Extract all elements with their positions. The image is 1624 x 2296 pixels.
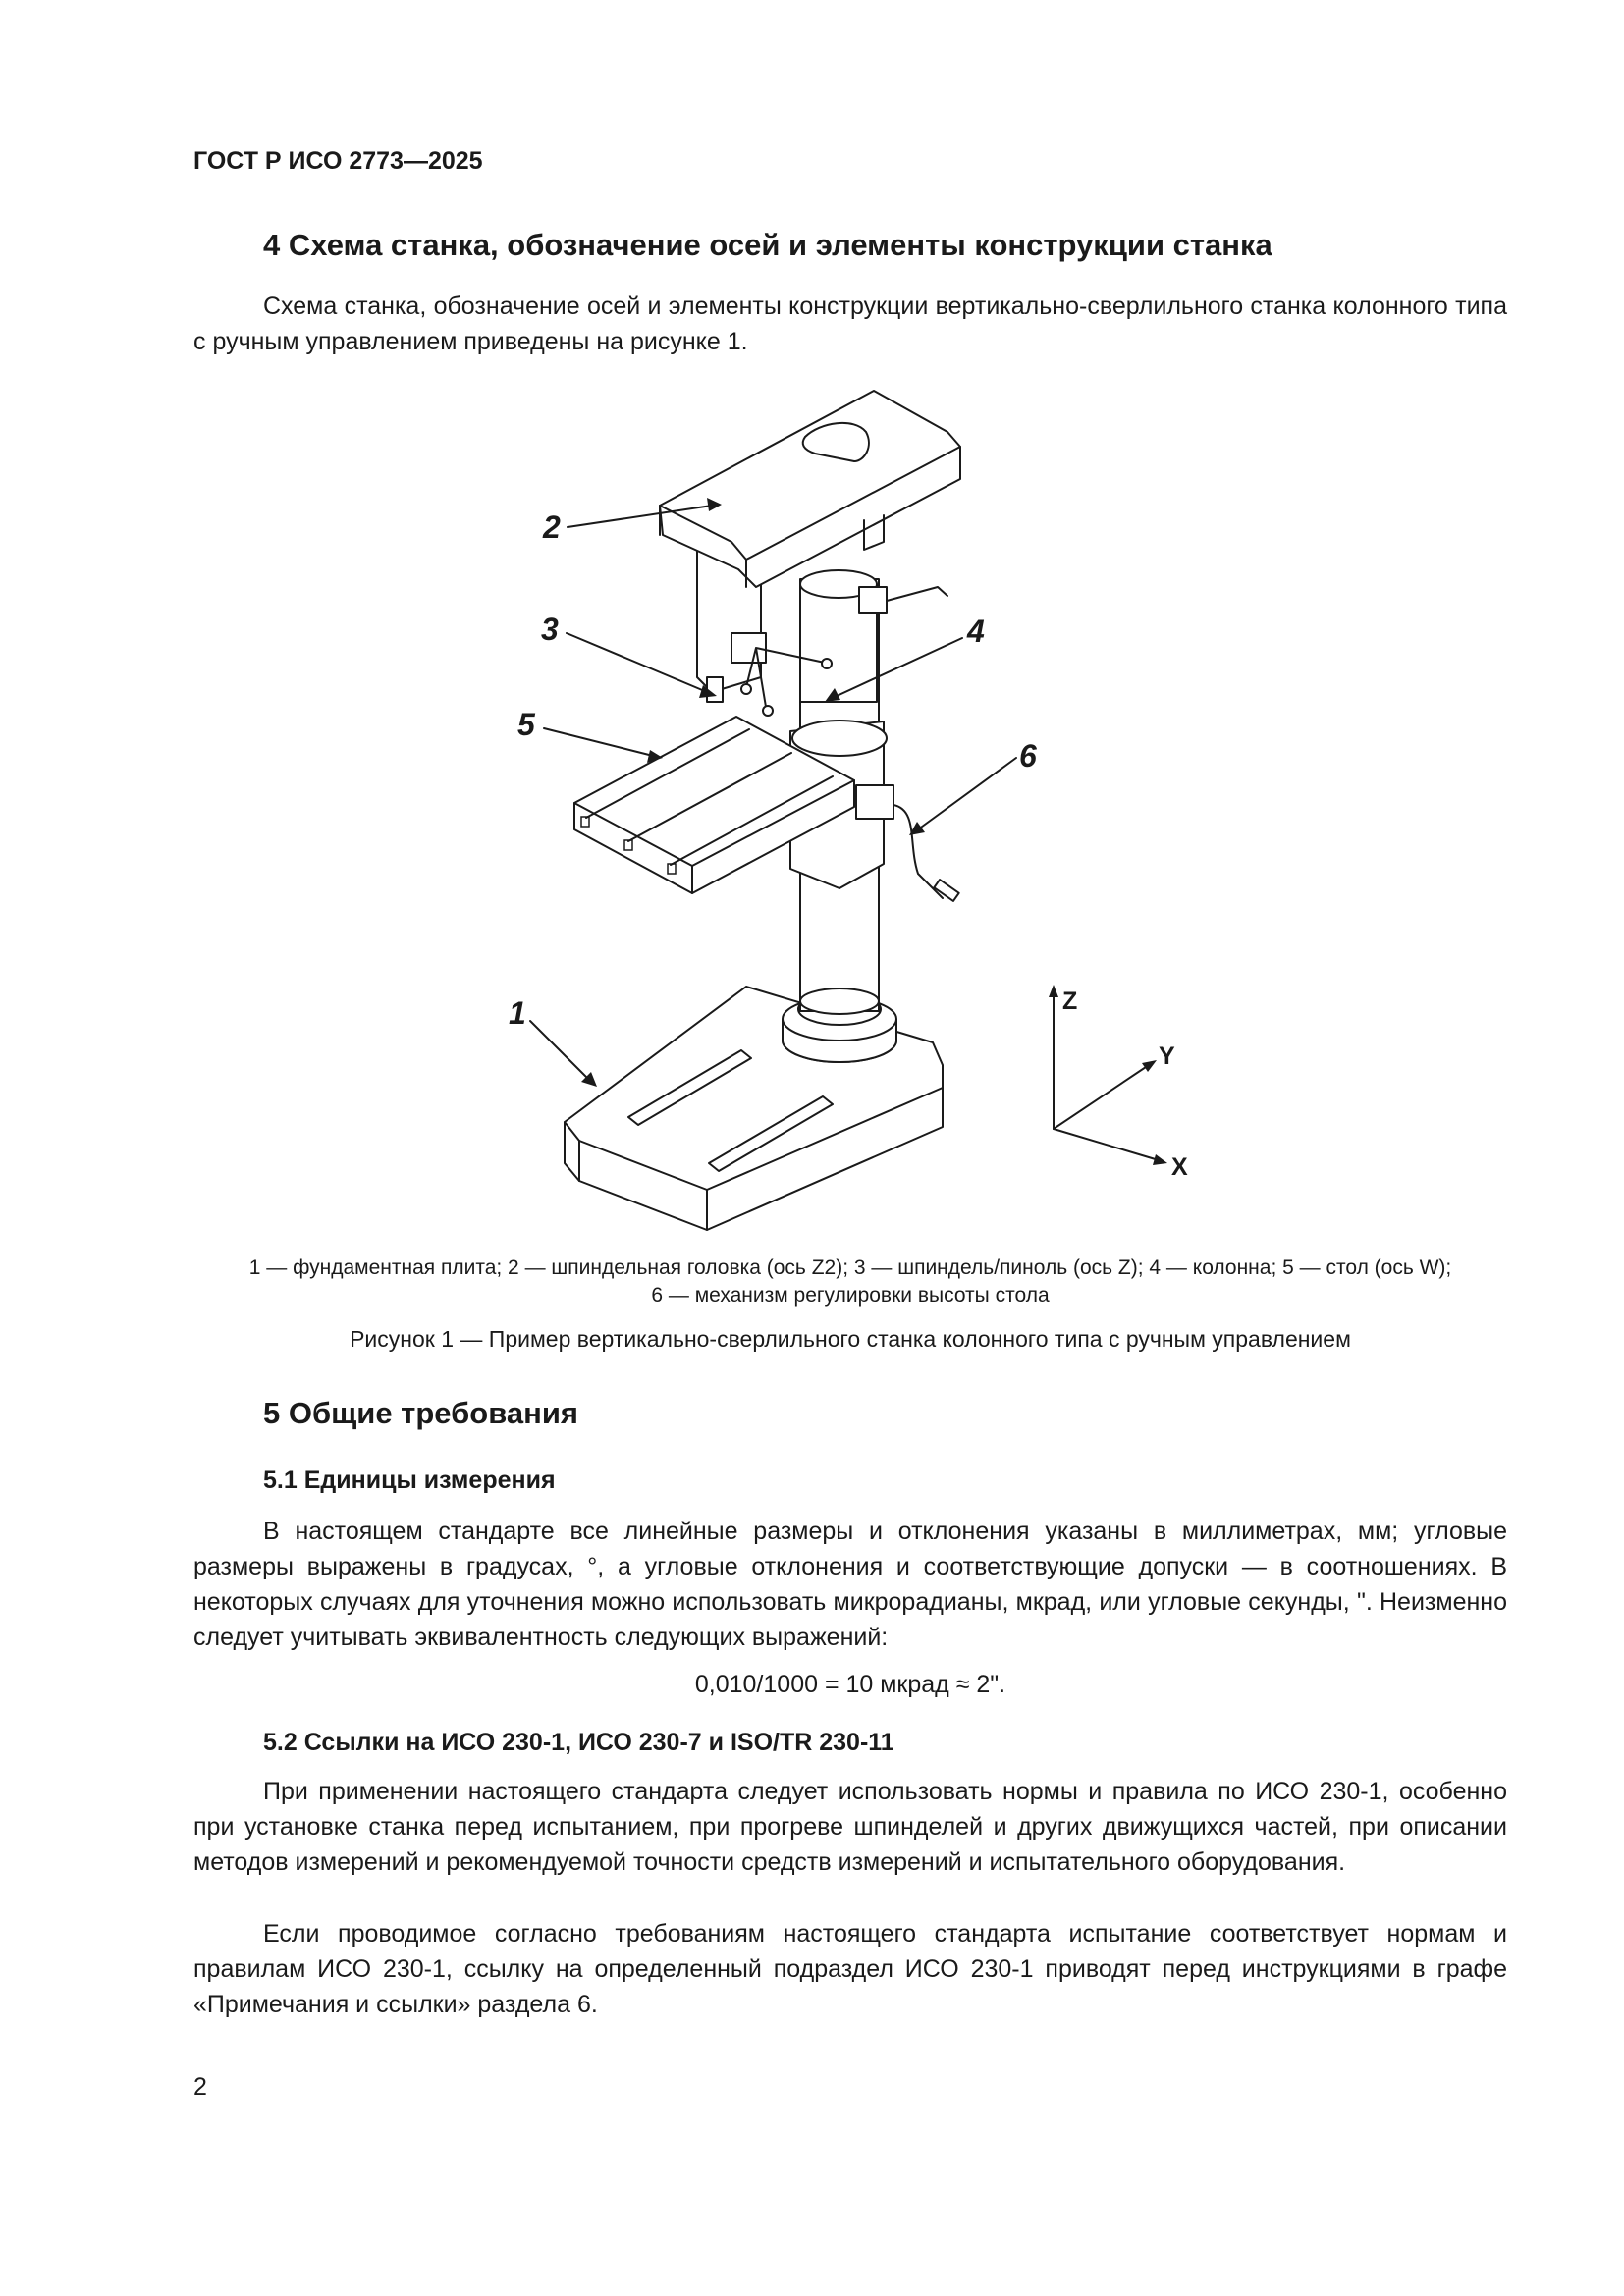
callout-6: 6 [1019,738,1037,774]
figure-legend-line-2: 6 — механизм регулировки высоты стола [651,1284,1050,1307]
figure-legend-line-1: 1 — фундаментная плита; 2 — шпиндельная головка (ось Z2); 3 — шпиндель/пиноль (ось Z); 4 — колонна; 5 — стол (ось W); [248,1256,1452,1279]
subsection-5-2-paragraph-1: При применении настоящего стандарта следует использовать нормы и правила по ИСО 230-1, особенно при установке станка перед испытанием, при прогреве шпинделей и других движущихся частей, при описании методов измерений и рекомендуемой точности средств измерений и испытательного оборудования. [193,1778,1507,1876]
section-4-paragraph: Схема станка, обозначение осей и элементы конструкции вертикально-сверлильного станка колонного типа с ручным управлением приведены на рисунке 1. [193,293,1507,355]
callout-3: 3 [541,612,559,647]
standard-designation: ГОСТ Р ИСО 2773—2025 [193,147,483,175]
subsection-5-2-heading: 5.2 Ссылки на ИСО 230-1, ИСО 230-7 и ISO/TR 230-11 [263,1729,894,1756]
axis-x-line [1054,1129,1159,1160]
callout-2: 2 [543,509,561,545]
section-4-heading: 4 Схема станка, обозначение осей и элементы конструкции станка [263,228,1272,262]
callout-5: 5 [517,707,535,742]
axis-y-line [1054,1065,1149,1129]
subsection-5-1-heading: 5.1 Единицы измерения [263,1467,556,1494]
axis-y-label: Y [1159,1042,1175,1070]
callout-4: 4 [967,614,985,649]
subsection-5-1-paragraph: В настоящем стандарте все линейные размеры и отклонения указаны в миллиметрах, мм; угловые размеры выражены в градусах, °, а угловые отклонения и соответствующие допуски — в соотношениях. В некоторых случаях для уточнения можно использовать микрорадианы, мкрад, или угловые секунды, ". Неизменно следует учитывать эквивалентность следующих выражений: [193,1518,1507,1651]
axis-z-label: Z [1062,988,1078,1015]
subsection-5-2-paragraph-2: Если проводимое согласно требованиям настоящего стандарта испытание соответствует нормам и правилам ИСО 230-1, ссылку на определенный подраздел ИСО 230-1 приводят перед инструкциями в графе «Примечания и ссылки» раздела 6. [193,1920,1507,2018]
equation: 0,010/1000 = 10 мкрад ≈ 2". [694,1671,1006,1698]
callout-1: 1 [509,995,526,1031]
figure-caption: Рисунок 1 — Пример вертикально-сверлильного станка колонного типа с ручным управлением [350,1326,1351,1352]
axis-x-label: X [1171,1153,1188,1181]
page-number: 2 [193,2073,207,2101]
drill-press-figure [471,373,1218,1256]
section-5-heading: 5 Общие требования [263,1396,578,1430]
